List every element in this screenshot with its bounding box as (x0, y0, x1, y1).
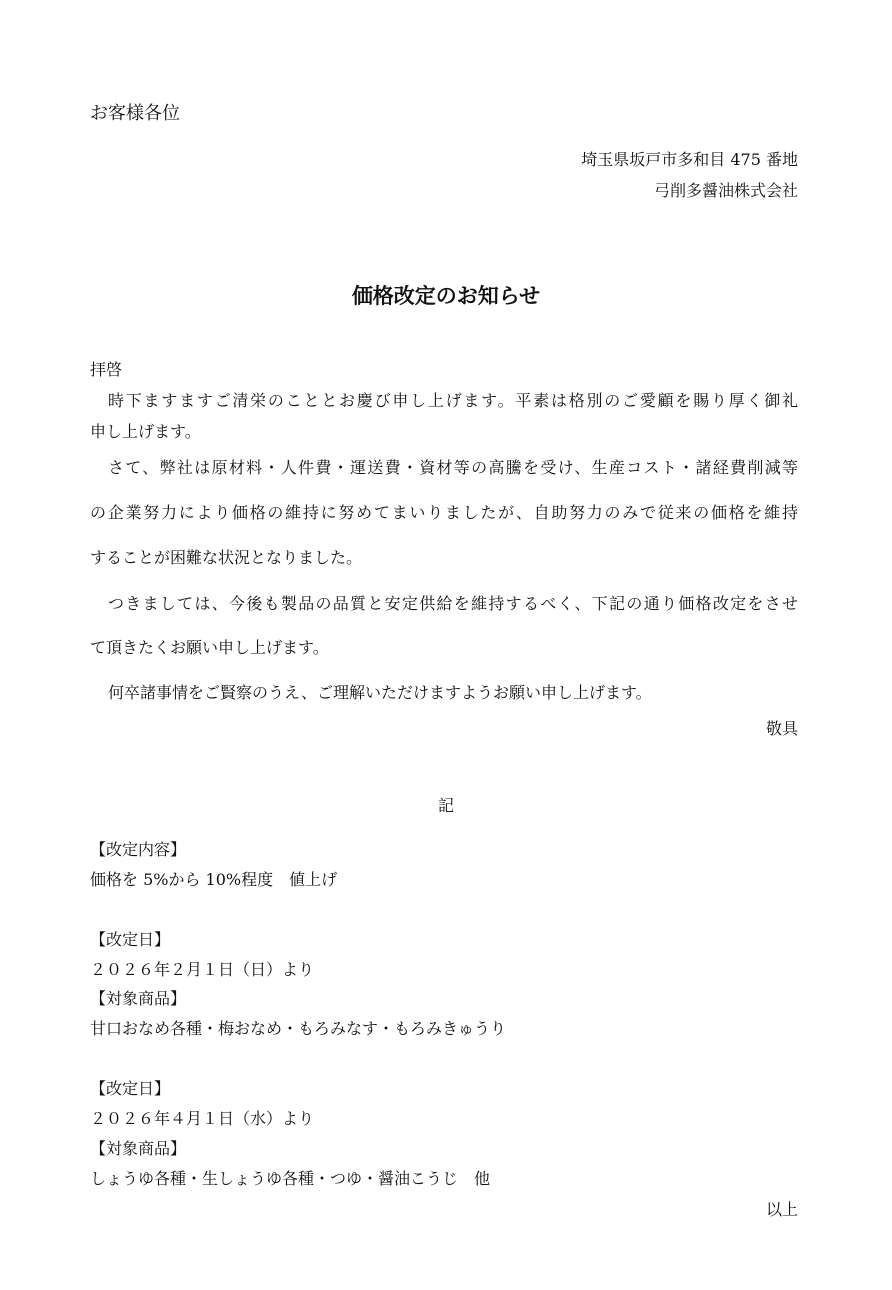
revision-1-products: 甘口おなめ各種・梅おなめ・もろみなす・もろみきゅうり (90, 1019, 507, 1038)
notes-heading: 記 (437, 796, 454, 815)
revision-1-date-label: 【改定日】 (90, 930, 171, 949)
page-title: 価格改定のお知らせ (351, 284, 541, 308)
revision-2-date: ２０２６年４月１日（水）より (90, 1109, 315, 1128)
paragraph-2-line-1: つきましては、今後も製品の品質と安定供給を維持するべく、下記の通り価格改定をさせ (108, 594, 798, 613)
sender-company: 弓削多醤油株式会社 (653, 181, 798, 200)
paragraph-1-line-3: することが困難な状況となりました。 (90, 548, 363, 567)
revision-content: 価格を 5%から 10%程度 値上げ (90, 870, 338, 889)
revision-2-products: しょうゆ各種・生しょうゆ各種・つゆ・醤油こうじ 他 (90, 1169, 491, 1188)
revision-content-label: 【改定内容】 (90, 840, 187, 859)
revision-1-date: ２０２６年２月１日（日）より (90, 960, 315, 979)
revision-2-products-label: 【対象商品】 (90, 1139, 187, 1158)
notes-end: 以上 (765, 1200, 798, 1219)
greeting-line-2: 申し上げます。 (90, 422, 201, 441)
recipient: お客様各位 (90, 103, 180, 124)
paragraph-1-line-1: さて、弊社は原材料・人件費・運送費・資材等の高騰を受け、生産コスト・諸経費削減等 (108, 458, 798, 477)
paragraph-1-line-2: の企業努力により価格の維持に努めてまいりましたが、自助努力のみで従来の価格を維持 (90, 503, 798, 522)
letter-opening: 拝啓 (90, 360, 123, 379)
revision-2-date-label: 【改定日】 (90, 1079, 171, 1098)
paragraph-2-line-2: て頂きたくお願い申し上げます。 (90, 638, 329, 657)
sender-address: 埼玉県坂戸市多和目 475 番地 (581, 150, 798, 169)
paragraph-3: 何卒諸事情をご賢察のうえ、ご理解いただけますようお願い申し上げます。 (108, 683, 652, 702)
greeting-line-1: 時下ますますご清栄のこととお慶び申し上げます。平素は格別のご愛顧を賜り厚く御礼 (108, 391, 798, 410)
letter-closing: 敬具 (765, 719, 798, 738)
revision-1-products-label: 【対象商品】 (90, 989, 187, 1008)
